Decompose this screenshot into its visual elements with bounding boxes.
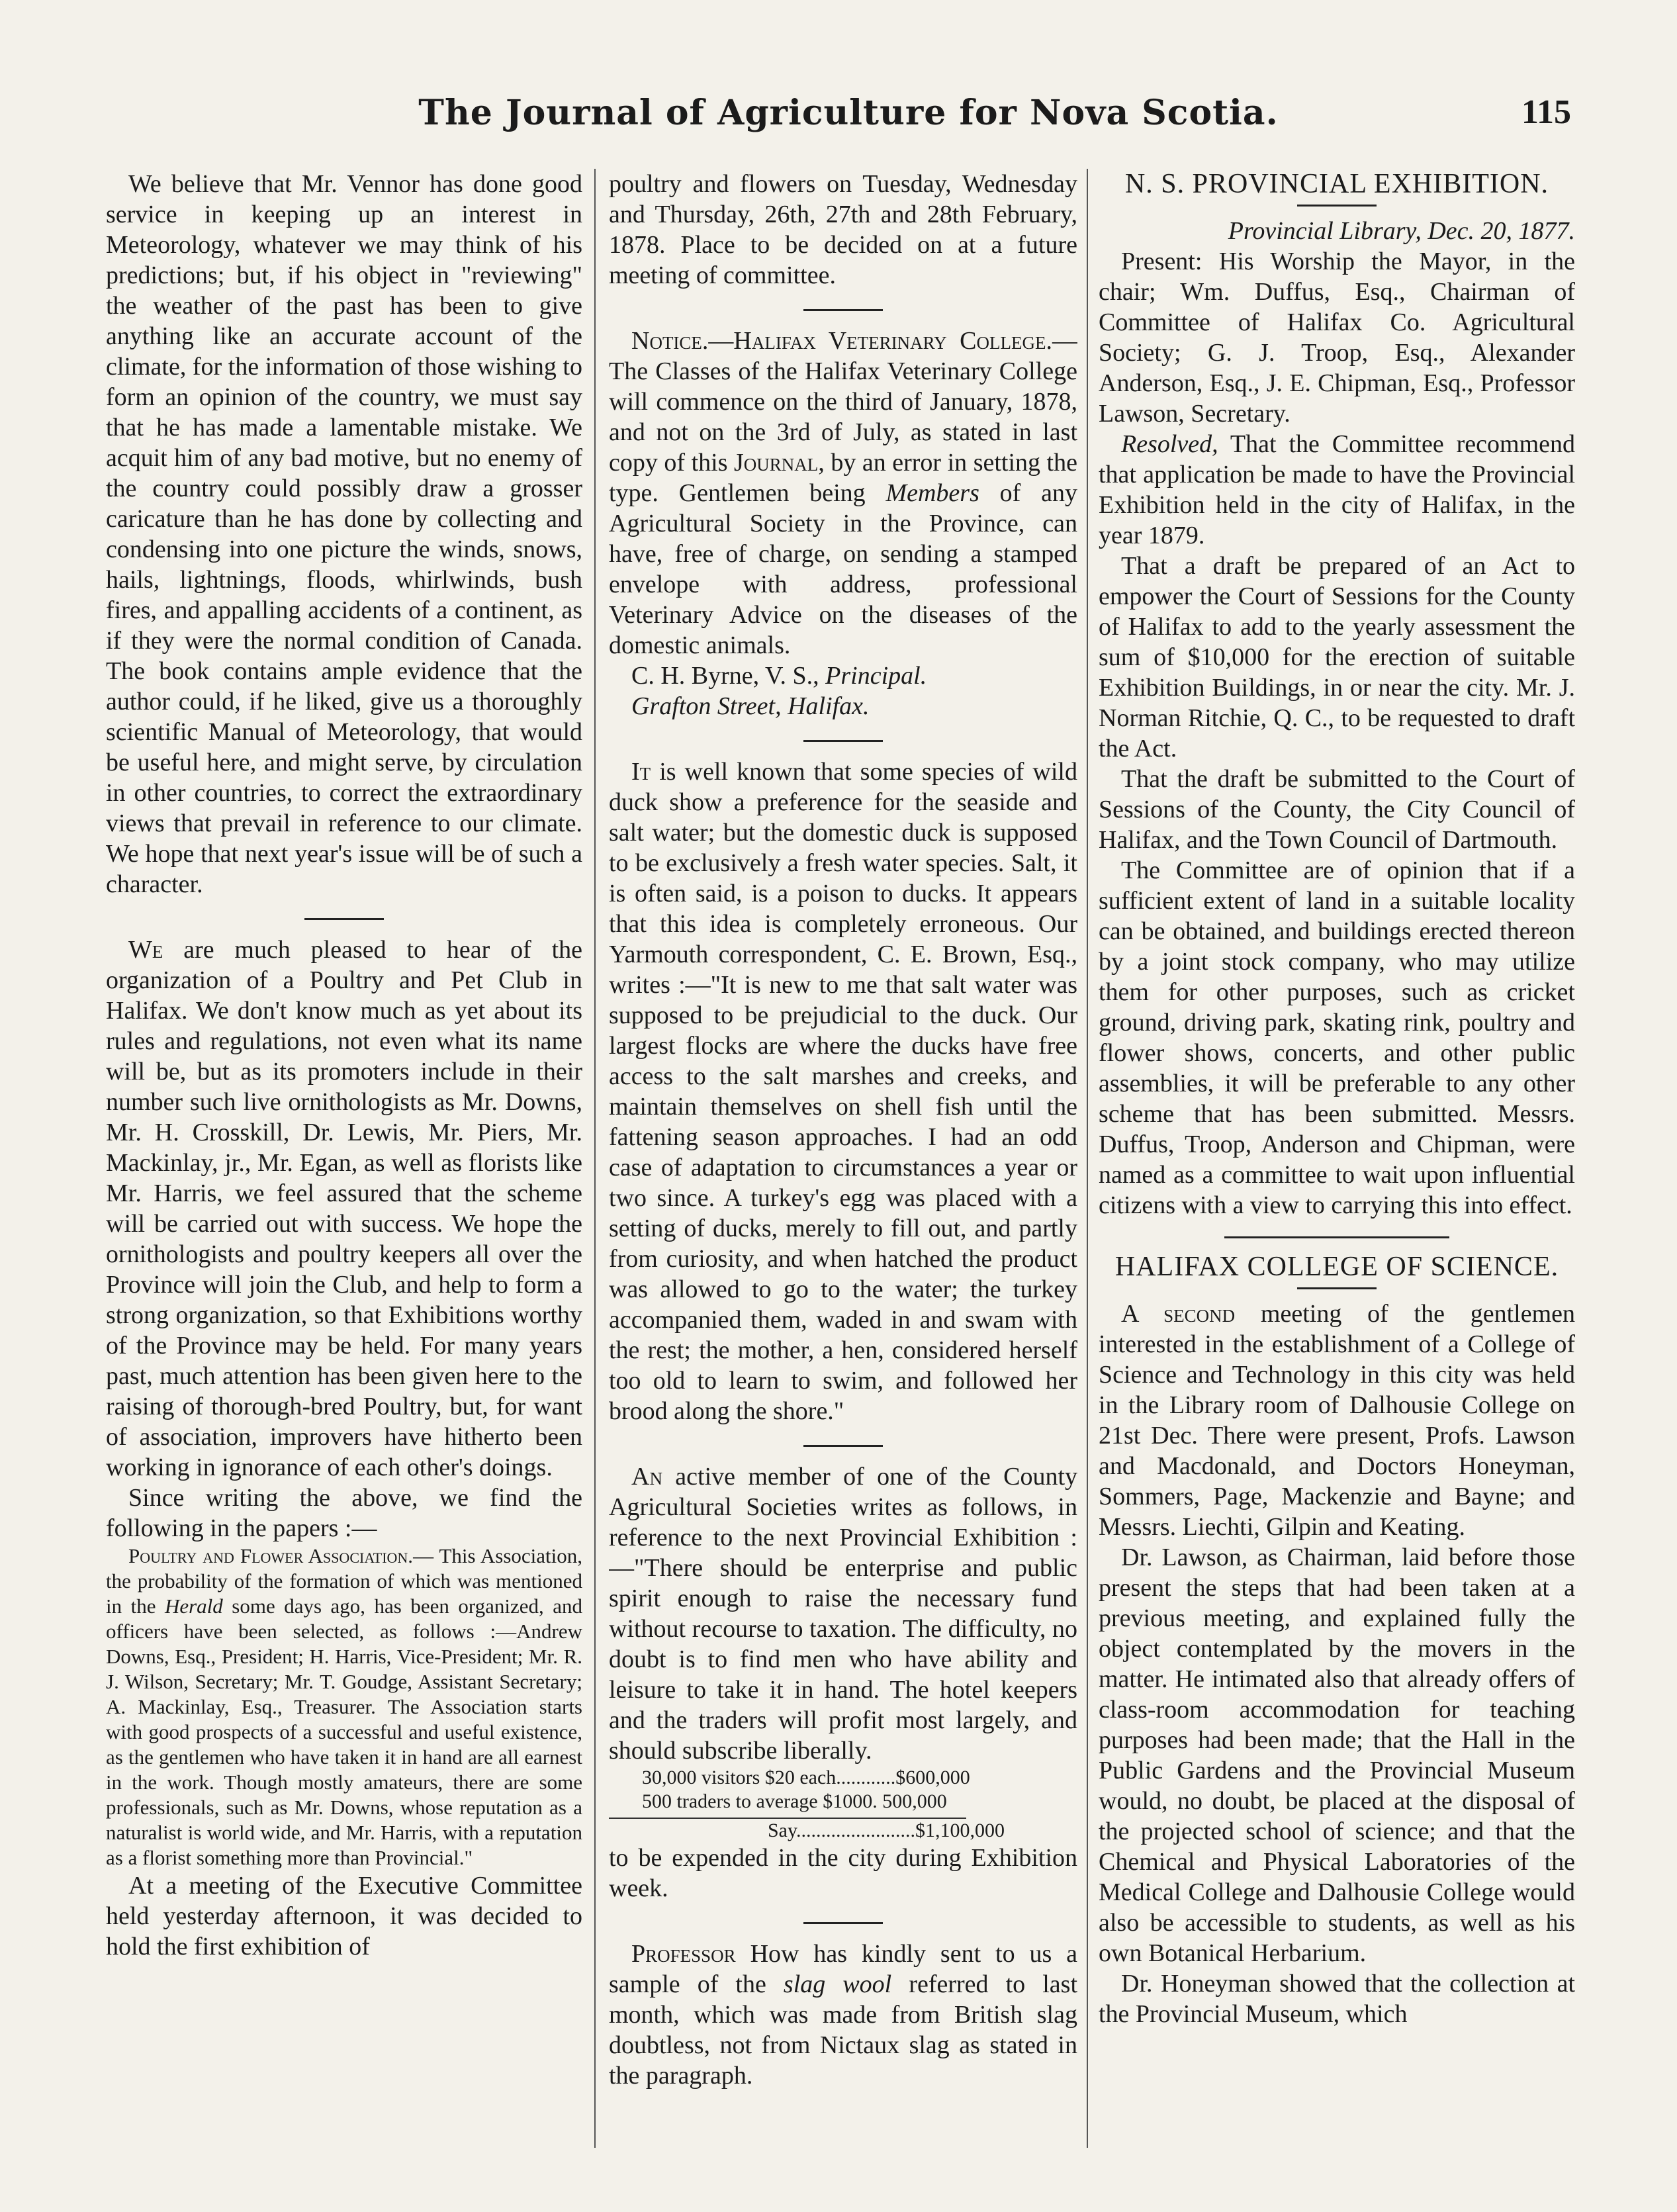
draft-act-paragraph: That a draft be prepared of an Act to empower the Court of Sessions for the County of Halifax to add to the yearly assessment the sum of $10,000 for the erection of suitable Exhibition Buildings, in or near the city. Mr. J. Norman Ritchie, Q. C., to be requested to draft the Act. [1099,552,1575,762]
column-left [106,169,582,2148]
page-number: 115 [1521,93,1571,131]
section-heading-college: HALIFAX COLLEGE OF SCIENCE. [1114,1252,1559,1282]
signature-title: Principal. [825,662,927,690]
section-rule [803,1445,883,1447]
section-rule [1297,205,1377,207]
drop-lead: A second [1121,1300,1236,1328]
paragraph-text: meeting of the gentlemen interested in the establishment of a College of Science and Technology in this city was held in the Library room of Dalhousie College on 21st Dec. There were present, Profs. Lawson and Macdonald, and Doctors Honeyman, Sommers, Page, Mackenzie and Bayne; and Messrs. Liechti, Gilpin and Keating. [1099,1300,1575,1541]
submitted-paragraph: That the draft be submitted to the Court of Sessions of the County, the City Council of Halifax, and the Town Council of Dartmouth. [1099,765,1575,854]
slag-wool-term: slag wool [783,1970,892,1998]
vennor-paragraph: We believe that Mr. Vennor has done good service in keeping up an interest in Meteorology, whatever we may think of his predictions; but, if his object in "reviewing" the weather of the past has been to give anything like an accurate account of the climate, for the information of those wishing to form an opinion of the country, we must say that he has made a lamentable mistake. We acquit him of any bad motive, but no enemy of the country could possibly draw a grosser caricature than he has done by collecting and condensing into one picture the winds, snows, hails, lightnings, floods, whirlwinds, bush fires, and appalling accidents of a continent, as if they were the normal condition of Canada. The book contains ample evidence that the author could, if he liked, give us a thoroughly scientific Manual of Meteorology, that would be useful here, and might serve, by circulation in other countries, to correct the extraordinary views that prevail in reference to our climate. We hope that next year's issue will be of such a character. [106,170,582,898]
section-rule [803,1922,883,1924]
honeyman-paragraph: Dr. Honeyman showed that the collection at the Provincial Museum, which [1099,1970,1575,2028]
section-rule [803,740,883,742]
signature-name: C. H. Byrne, V. S., [631,662,826,690]
herald-title: Herald [164,1594,223,1618]
column-middle [609,169,1077,2148]
resolved-paragraph [1099,429,1575,551]
duck-paragraph [609,757,1077,1426]
section-rule [1297,1287,1377,1289]
section-rule [803,309,883,311]
signature-address: Grafton Street, Halifax. [631,692,870,720]
poultry-club-paragraph [106,935,582,1483]
calc-row: 30,000 visitors $20 each............$600,000 [642,1767,970,1788]
paragraph-text: is well known that some species of wild duck show a preference for the seaside and salt water; but the domestic duck is supposed to be exclusively a fresh water species. Salt, it is often said, is a poison to ducks. It appears that this idea is completely erroneous. Our Yarmouth correspondent, C. E. Brown, Esq., writes :—"It is new to me that salt water was supposed to be prejudicial to the duck. Our largest flocks are where the ducks have free access to the salt marshes and creeks, and maintain themselves on shell fish until the fattening season approaches. I had an odd case of adaptation to circumstances a year or two since. A turkey's egg was placed with a setting of ducks, merely to fill out, and partly from curiosity, and when hatched the product was allowed to go to the water; the turkey accompanied them, waded in and swam with the rest; the mother, a hen, considered herself too old to learn to swim, and followed her brood along the shore." [609,758,1077,1425]
slag-wool-paragraph [609,1939,1077,2091]
veterinary-notice [609,326,1077,661]
section-rule [304,918,384,920]
paragraph-text: How has kindly sent to us a sample of the [609,1940,1077,1998]
drop-lead: It [631,758,651,786]
drop-lead: We [128,936,163,964]
column-divider [594,169,596,2148]
present-paragraph: Present: His Worship the Mayor, in the chair; Wm. Duffus, Esq., Chairman of Committee of Halifax Co. Agricultural Society; G. J. Troop, Esq., Alexander Anderson, Esq., J. E. Chipman, Esq., Professor Lawson, Secretary. [1099,248,1575,428]
paragraph-text: are much pleased to hear of the organization of a Poultry and Pet Club in Halifax. We don't know much as yet about its rules and regulations, not even what its name will be, but as its promoters include in their number such live ornithologists as Mr. Downs, Mr. H. Crosskill, Dr. Lewis, Mr. Piers, Mr. Mackinlay, jr., Mr. Egan, as well as florists like Mr. Harris, we feel assured that the scheme will be carried out with success. We hope the ornithologists and poultry keepers all over the Province will join the Club, and help to form a strong organization, so that Exhibitions worthy of the Province may be held. For many years past, much attention has been given here to the raising of thorough-bred Poultry, but, for want of association, improvers have hitherto been working in ignorance of each other's doings. [106,936,582,1481]
lawson-paragraph: Dr. Lawson, as Chairman, laid before those present the steps that had been taken at a previous meeting, and explained fully the object contemplated by the movers in the matter. He intimated also that already offers of class-room accommodation for teaching purposes had been made; that the Hall in the Public Gardens and the Provincial Museum would, no doubt, be placed at the disposal of the projected school of science; and that the Chemical and Physical Laboratories of the Medical College and Dalhousie College would also be accessible to students, as well as his own Botanical Herbarium. [1099,1544,1575,1967]
expended-line: to be expended in the city during Exhibition week. [609,1844,1077,1902]
notice-text: , by an error in setting the type. Gentlemen being [609,449,1077,507]
exhibition-letter-paragraph [609,1461,1077,1766]
executive-meeting-paragraph: At a meeting of the Executive Committee held yesterday afternoon, it was decided to hold the first exhibition of [106,1872,582,1960]
quote-text: some days ago, has been organized, and officers have been selected, as follows :—Andrew Downs, Esq., President; H. Harris, Vice-President; Mr. R. J. Wilson, Secretary; Mr. T. Goudge, Assistant Secretary; A. Mackinlay, Esq., Treasurer. The Association starts with good prospects of a successful and useful existence, as the gentlemen who have taken it in hand are all earnest in the work. Though mostly amateurs, there are some professionals, such as Mr. Downs, whose reputation as a naturalist is world wide, and Mr. Harris, with a reputation as a florist something more than Provincial." [106,1594,582,1869]
drop-lead: An [631,1463,662,1491]
signature-line [609,661,1077,691]
committee-opinion-paragraph: The Committee are of opinion that if a sufficient extent of land in a suitable locality can be obtained, and buildings erected thereon by a joint stock company, who may utilize them for other purposes, such as cricket ground, driving park, skating rink, poultry and flower shows, concerts, and other public assemblies, it will be preferable to any other scheme that has been submitted. Messrs. Duffus, Troop, Anderson and Chipman, were named as a committee to wait upon influential citizens with a view to carrying this into effect. [1099,856,1575,1219]
paragraph-text: active member of one of the County Agricultural Societies writes as follows, in reference to the next Provincial Exhibition :—"There should be enterprise and public spirit enough to raise the necessary fund without recourse to taxation. The difficulty, no doubt is to find men who have ability and leisure to take it in hand. The hotel keepers and the traders will profit most largely, and should subscribe liberally. [609,1463,1077,1765]
quote-text: — This Association, the probability of the formation of which was mentioned in the [106,1544,582,1618]
page-header [126,93,1571,146]
quoted-notice [106,1544,582,1870]
resolved-word: Resolved, [1121,430,1218,458]
column-right [1099,169,1575,2148]
continued-paragraph: poultry and flowers on Tuesday, Wednesday and Thursday, 26th, 27th and 28th February, 1878. Place to be decided on at a future meeting of committee. [609,170,1077,289]
journal-ref: Journal [734,449,819,477]
second-meeting-paragraph [1099,1299,1575,1542]
quote-heading: Poultry and Flower Association. [128,1544,414,1567]
column-divider [1087,169,1088,2148]
section-rule [1224,1236,1449,1238]
since-writing-paragraph: Since writing the above, we find the following in the papers :— [106,1484,582,1542]
dateline: Provincial Library, Dec. 20, 1877. [1228,217,1575,245]
notice-text: —The Classes of the Halifax Veterinary College will commence on the third of January, 1878, and not on the 3rd of July, as stated in last copy of this [609,327,1077,477]
calc-row: 500 traders to average $1000. 500,000 [642,1790,947,1812]
notice-text: of any Agricultural Society in the Province, can have, free of charge, on sending a stamped envelope with address, professional Veterinary Advice on the diseases of the domestic animals. [609,479,1077,659]
journal-title: The Journal of Agriculture for Nova Scotia. [418,93,1279,133]
calc-total: Say........................$1,100,000 [609,1818,966,1843]
paragraph-text: referred to last month, which was made from British slag doubtless, not from Nictaux slag as stated in the paragraph. [609,1970,1077,2090]
paragraph-text: That the Committee recommend that application be made to have the Provincial Exhibition held in the city of Halifax, in the year 1879. [1099,430,1575,549]
notice-heading: Notice.—Halifax Veterinary College. [631,327,1052,355]
members-word: Members [885,479,979,507]
section-heading-exhibition: N. S. PROVINCIAL EXHIBITION. [1124,169,1549,199]
drop-lead: Professor [631,1940,736,1968]
